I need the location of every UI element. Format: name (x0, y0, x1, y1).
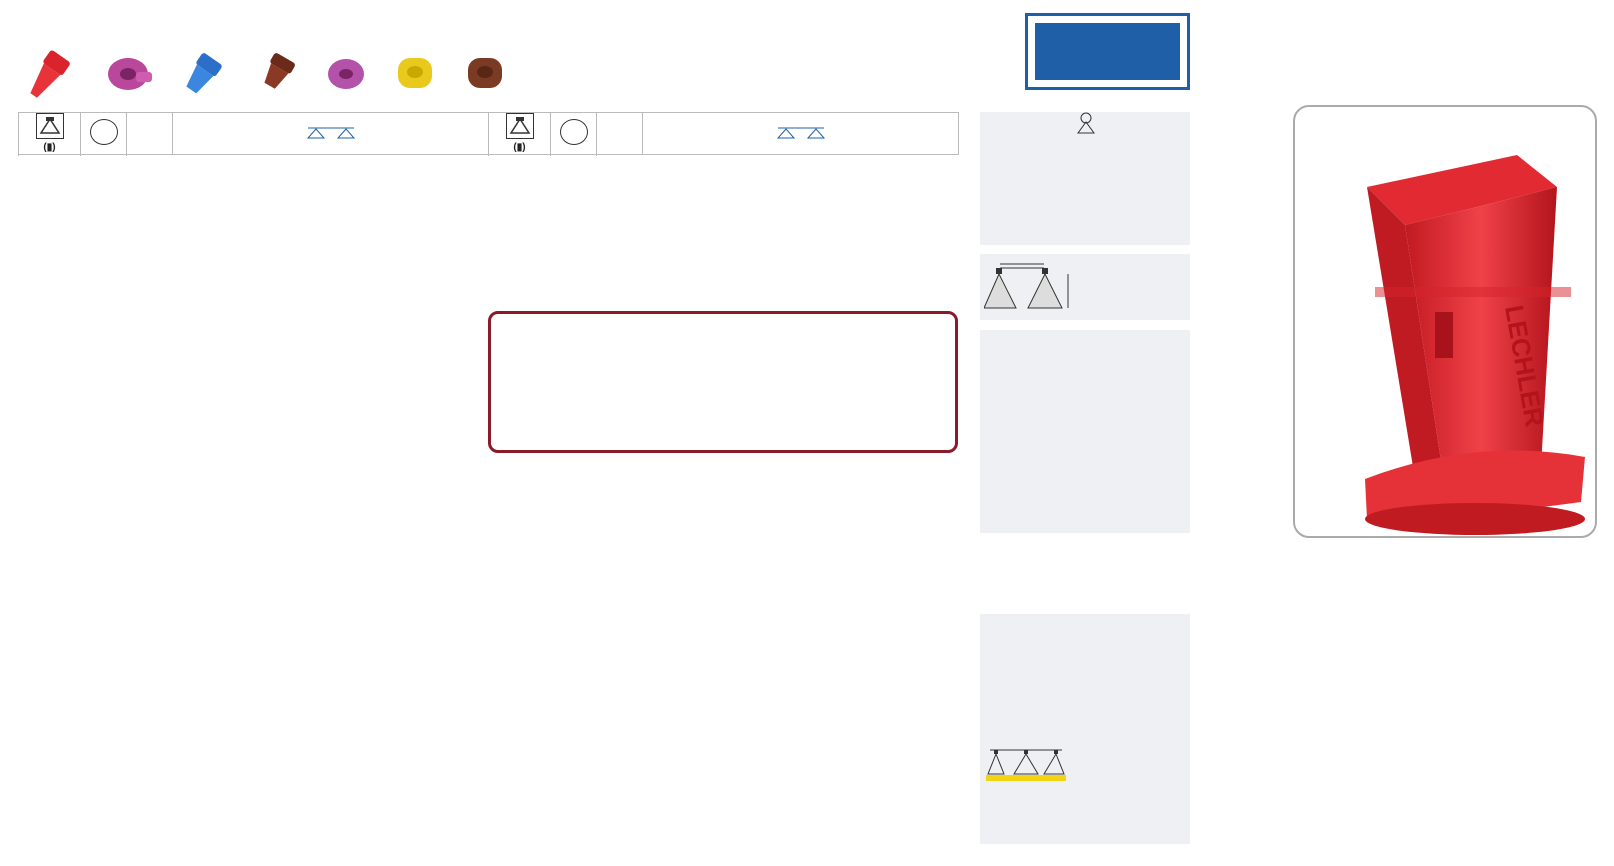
rate-header (173, 113, 489, 155)
nozzle-icon-header (489, 113, 551, 155)
droplet-bars-chart (980, 330, 1190, 460)
pink-nozzle-icon (322, 48, 372, 103)
boom-example-icon (986, 742, 1066, 784)
gauge-icon (90, 119, 118, 145)
nozzle-icon-header (19, 113, 81, 155)
red-nozzle-icon (18, 48, 78, 103)
flow-header (597, 113, 643, 155)
spray-angle-diagram-icon (984, 256, 1074, 318)
right-flow-table (488, 112, 959, 155)
spray-spacing-icon (776, 125, 826, 139)
brown-cap-nozzle-icon (460, 48, 510, 103)
application-params-card (980, 614, 1190, 844)
svg-text:LECHLER: LECHLER (1499, 302, 1550, 429)
yellow-nozzle-icon (390, 48, 440, 103)
spray-nozzle-icon (36, 113, 64, 139)
brown-nozzle-icon (252, 48, 302, 103)
gauge-icon (560, 119, 588, 145)
red-nozzle-photo-icon (1295, 107, 1597, 538)
bar-pressure-icon: (▮) (513, 142, 526, 153)
droplet-class-card (980, 330, 1190, 533)
blue-nozzle-icon (178, 48, 228, 103)
spray-angle-card (980, 254, 1190, 320)
lechler-logo (1025, 13, 1190, 90)
highlight-04-box (488, 311, 958, 453)
spray-spacing-icon (306, 125, 356, 139)
spray-nozzle-icon (506, 113, 534, 139)
gauge-header (551, 113, 597, 155)
gauge-header (81, 113, 127, 155)
bar-pressure-icon: (▮) (43, 142, 56, 153)
purple-nozzle-icon (100, 48, 160, 103)
nozzle-photo (1293, 105, 1597, 538)
pressure-nozzle-icon (1074, 112, 1098, 134)
rate-header (643, 113, 959, 155)
flow-header (127, 113, 173, 155)
left-flow-table (18, 112, 489, 155)
pressure-range-card (980, 112, 1190, 245)
